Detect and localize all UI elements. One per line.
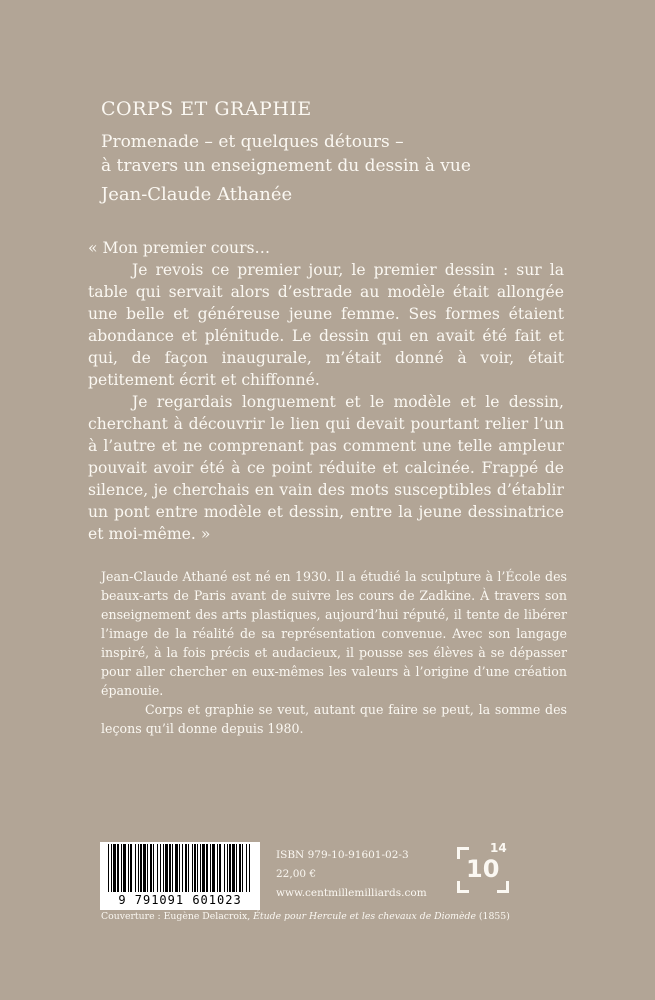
- publisher-logo-icon: [457, 843, 513, 893]
- price-text: 22,00 €: [276, 868, 317, 880]
- barcode-bar: [239, 844, 241, 892]
- barcode-bar: [113, 844, 116, 892]
- isbn-barcode: [100, 842, 260, 910]
- barcode-bar: [108, 844, 109, 892]
- barcode-bar: [185, 844, 187, 892]
- barcode-bar: [111, 844, 112, 892]
- barcode-bar: [182, 844, 183, 892]
- cover-credit-prefix: Couverture : Eugène Delacroix,: [101, 911, 254, 922]
- book-author: Jean-Claude Athanée: [101, 184, 293, 205]
- barcode-bar: [117, 844, 119, 892]
- barcode-bar: [150, 844, 152, 892]
- barcode-bar: [232, 844, 235, 892]
- author-biography: [101, 567, 567, 738]
- barcode-bar: [135, 844, 136, 892]
- bio-paragraph: Corps et graphie se veut, autant que faire se peut, la somme des leçons qu’il donne depuis 1980.: [101, 702, 567, 736]
- barcode-bar: [217, 844, 218, 892]
- barcode-bar: [121, 844, 122, 892]
- barcode-bar: [212, 844, 215, 892]
- website-link[interactable]: www.centmillemilliards.com: [276, 887, 427, 899]
- barcode-bar: [229, 844, 231, 892]
- barcode-bar: [123, 844, 126, 892]
- cover-credit-work: Étude pour Hercule et les chevaux de Diomède: [253, 911, 476, 922]
- barcode-bar: [128, 844, 129, 892]
- book-subtitle: [101, 130, 571, 178]
- barcode-bar: [143, 844, 146, 892]
- barcode-bar: [206, 844, 208, 892]
- barcode-bar: [236, 844, 237, 892]
- barcode-bar: [202, 844, 205, 892]
- barcode-bar: [157, 844, 158, 892]
- barcode-bar: [153, 844, 154, 892]
- barcode-bar: [175, 844, 178, 892]
- barcode-bar: [200, 844, 201, 892]
- excerpt-quote: [88, 237, 564, 545]
- barcode-bar: [210, 844, 211, 892]
- barcode-bar: [194, 844, 196, 892]
- barcode-bar: [227, 844, 228, 892]
- barcode-number: 9 791091 601023: [118, 893, 242, 907]
- quote-paragraph: Je revois ce premier jour, le premier dessin : sur la table qui servait alors d’estrade au modèle était allongée une belle et généreuse jeune femme. Ses formes étaient abondance et plénitude. Le dessin qui en avait été fait et qui, de façon inaugurale, m’était donné à voir, était petitement écrit et chiffonné.: [88, 261, 564, 389]
- cover-credit: [101, 911, 510, 922]
- barcode-bar: [140, 844, 142, 892]
- barcode-bar: [192, 844, 193, 892]
- logo-superscript: 14: [490, 841, 507, 855]
- barcode-bar: [249, 844, 250, 892]
- barcode-bar: [197, 844, 198, 892]
- barcode-bar: [160, 844, 161, 892]
- barcode-bar: [138, 844, 139, 892]
- barcode-bar: [179, 844, 180, 892]
- barcode-bar: [165, 844, 168, 892]
- barcode-bar: [172, 844, 173, 892]
- barcode-bar: [169, 844, 171, 892]
- barcode-bar: [242, 844, 243, 892]
- barcode-bar: [188, 844, 189, 892]
- quote-paragraph: Je regardais longuement et le modèle et le dessin, cherchant à découvrir le lien qui devait pourtant relier l’un à l’autre et ne comprenant pas comment une telle ampleur pouvait avoir été à ce point réduite et calcinée. Frappé de silence, je cherchais en vain des mots susceptibles d’établir un pont entre modèle et dessin, entre la jeune dessinatrice et moi-même. »: [88, 393, 564, 543]
- barcode-bar: [147, 844, 148, 892]
- publication-info: [276, 846, 427, 903]
- barcode-bar: [130, 844, 132, 892]
- logo-main-number: 10: [466, 855, 500, 883]
- barcode-bar: [224, 844, 225, 892]
- cover-credit-year: (1855): [475, 911, 510, 922]
- book-title: CORPS ET GRAPHIE: [101, 98, 312, 120]
- barcode-bar: [246, 844, 247, 892]
- barcode-bar: [163, 844, 164, 892]
- quote-opening: « Mon premier cours…: [88, 239, 271, 257]
- bio-paragraph: Jean-Claude Athané est né en 1930. Il a étudié la sculpture à l’École des beaux-arts de Paris avant de suivre les cours de Zadkine. À travers son enseignement des arts plastiques, aujourd’hui réputé, il tente de libérer l’image de la réalité de sa représentation convenue. Avec son langage inspiré, à la fois précis et audacieux, il pousse ses élèves à se dépasser pour aller chercher en eux-mêmes les valeurs à l’origine d’une création épanouie.: [101, 569, 567, 698]
- barcode-bar: [219, 844, 221, 892]
- subtitle-line-2: à travers un enseignement du dessin à vue: [101, 156, 471, 176]
- barcode-bars: [100, 842, 260, 894]
- isbn-text: ISBN 979-10-91601-02-3: [276, 849, 409, 861]
- subtitle-line-1: Promenade – et quelques détours –: [101, 132, 404, 152]
